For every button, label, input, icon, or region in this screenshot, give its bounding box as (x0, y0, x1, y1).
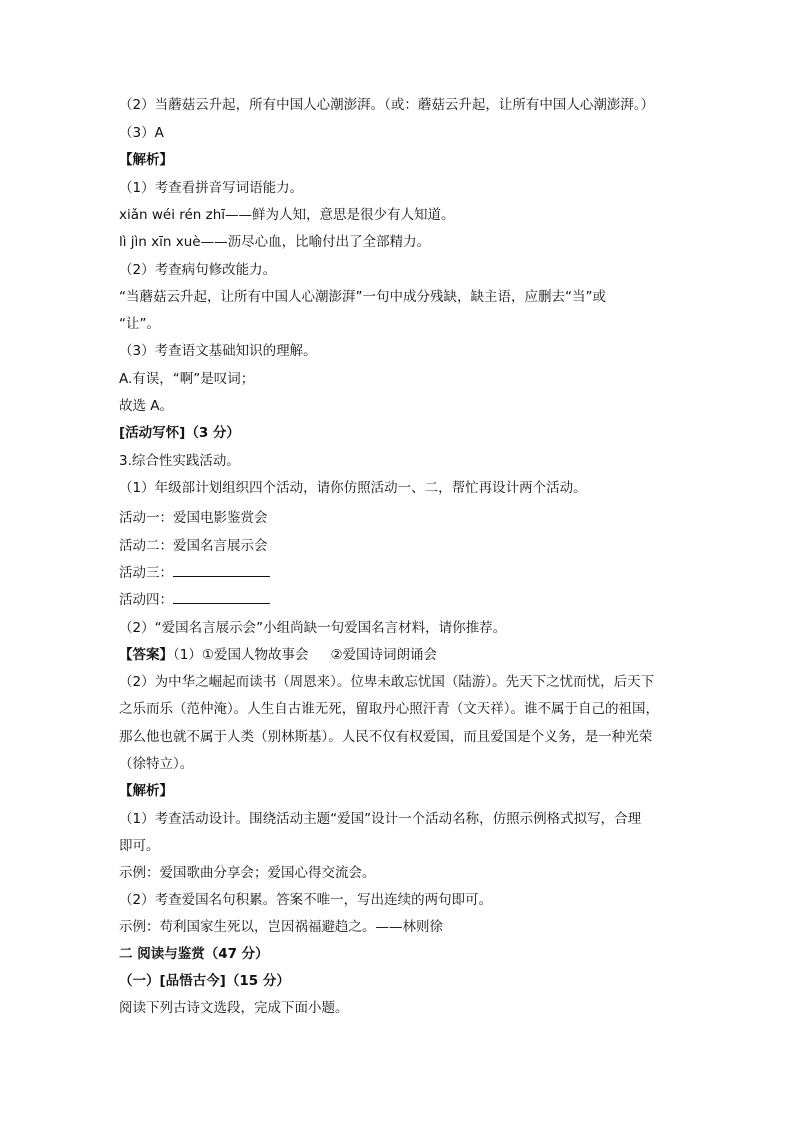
answer-label: 【答案】 (119, 647, 173, 663)
analysis-item-1: （1）考查看拼音写词语能力。 (119, 180, 304, 196)
analysis-heading-2: 【解析】 (119, 783, 173, 799)
answer-option-2: ②爱国诗词朗诵会 (330, 647, 438, 663)
pinyin-line-2: lì jìn xīn xuè——沥尽心血，比喻付出了全部精力。 (119, 234, 431, 250)
analysis-item-3: （3）考查语文基础知识的理解。 (119, 343, 317, 359)
quote-line-3: 那么他也就不属于人类（别林斯基）。人民不仅有权爱国，而且爱国是个义务，是一种光荣 (119, 729, 653, 745)
analysis-text: “当蘑菇云升起，让所有中国人心潮澎湃”一句中成分残缺，缺主语，应删去“当”或 (119, 289, 606, 305)
activity-two: 活动二：爱国名言展示会 (119, 538, 268, 554)
activity-three (119, 564, 682, 582)
quote-line-2: 之乐而乐（范仲淹）。人生自古谁无死，留取丹心照汗青（文天祥）。谁不属于自己的祖国， (119, 701, 659, 717)
analysis-activity-cont: 即可。 (119, 838, 160, 854)
question-3-title: 3.综合性实践活动。 (119, 453, 240, 469)
answer-line-3: （3）A (119, 125, 164, 141)
question-3-part-2: （2）“爱国名言展示会”小组尚缺一句爱国名言材料，请你推荐。 (119, 620, 507, 636)
part-two-heading: 二 阅读与鉴赏（47 分） (119, 946, 269, 962)
answer-option-1: （1）①爱国人物故事会 (173, 647, 309, 663)
activity-three-blank (173, 564, 270, 577)
answer-line (119, 646, 682, 664)
activity-four (119, 591, 682, 609)
section-heading-activity: [活动写怀]（3 分） (119, 425, 240, 441)
analysis-heading: 【解析】 (119, 152, 173, 168)
analysis-activity: （1）考查活动设计。围绕活动主题“爱国”设计一个活动名称，仿照示例格式拟写，合理 (119, 811, 642, 827)
quote-line-4: （徐特立）。 (119, 756, 194, 772)
analysis-quotes: （2）考查爱国名句积累。答案不唯一，写出连续的两句即可。 (119, 892, 493, 908)
analysis-text-cont: “让”。 (119, 316, 160, 332)
quote-line-1: （2）为中华之崛起而读书（周恩来）。位卑未敢忘忧国（陆游）。先天下之忧而忧，后天下 (119, 674, 655, 690)
example-2: 示例：苟利国家生死以，岂因祸福避趋之。——林则徐 (119, 919, 443, 935)
choice-conclusion: 故选 A。 (119, 398, 174, 414)
reading-instruction: 阅读下列古诗文选段，完成下面小题。 (119, 1000, 349, 1016)
activity-one: 活动一：爱国电影鉴赏会 (119, 510, 268, 526)
answer-line-2: （2）当蘑菇云升起，所有中国人心潮澎湃。（或：蘑菇云升起，让所有中国人心潮澎湃。） (119, 97, 655, 113)
pinyin-line-1: xiǎn wéi rén zhī——鲜为人知，意思是很少有人知道。 (119, 207, 455, 223)
subsection-heading: （一）[品悟古今]（15 分） (119, 973, 290, 989)
activity-three-label: 活动三： (119, 565, 173, 581)
question-3-part-1: （1）年级部计划组织四个活动，请你仿照活动一、二，帮忙再设计两个活动。 (119, 480, 587, 496)
example-1: 示例：爱国歌曲分享会；爱国心得交流会。 (119, 865, 376, 881)
activity-four-label: 活动四： (119, 592, 173, 608)
option-a-note: A.有误，“啊”是叹词； (119, 371, 255, 387)
analysis-item-2: （2）考查病句修改能力。 (119, 262, 277, 278)
activity-four-blank (173, 591, 270, 604)
